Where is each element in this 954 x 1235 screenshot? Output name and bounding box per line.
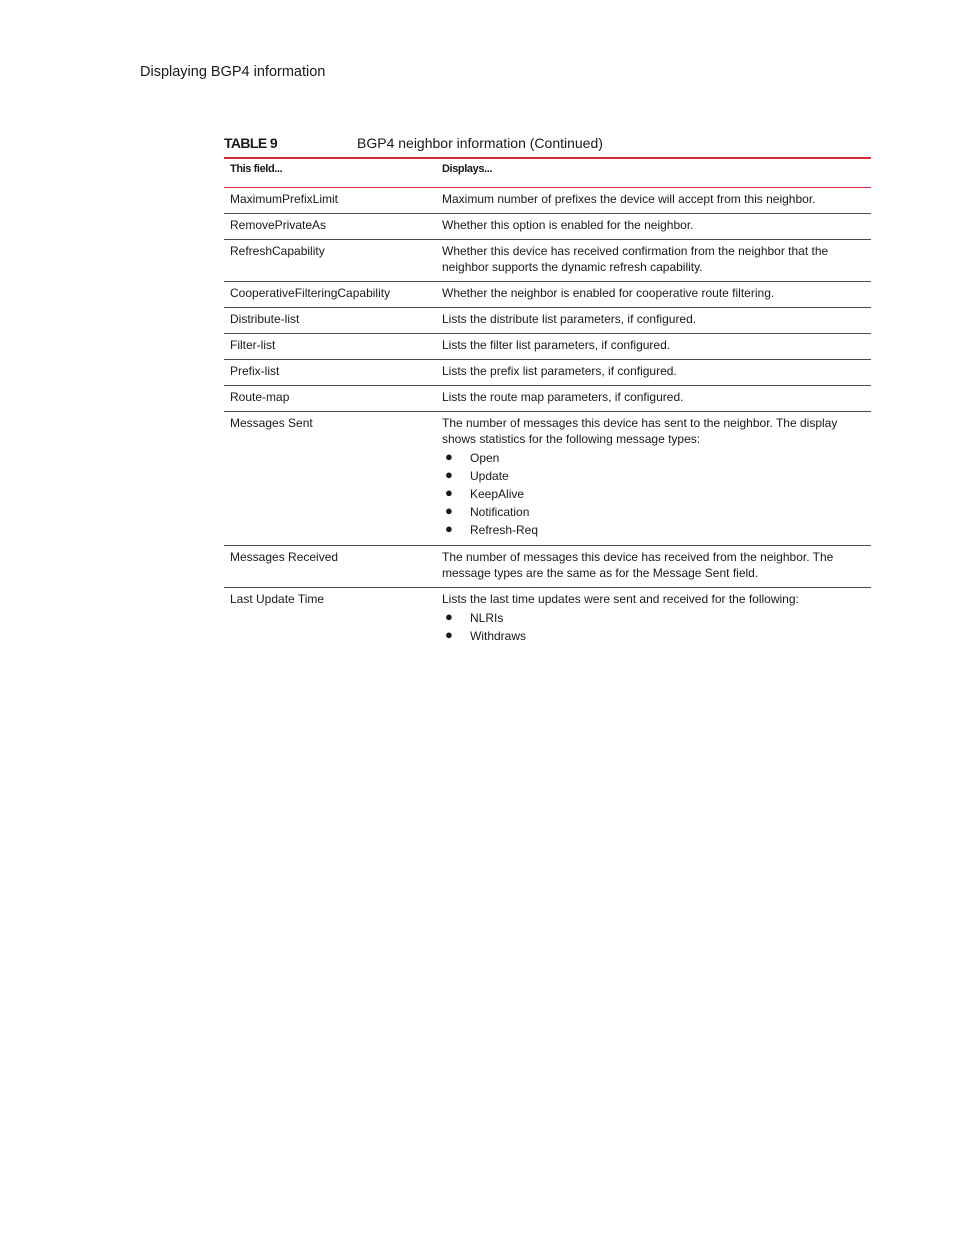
field-description-cell bbox=[436, 214, 871, 240]
table-row bbox=[224, 334, 871, 360]
bgp4-neighbor-table bbox=[224, 159, 871, 651]
column-header-displays: Displays... bbox=[436, 159, 871, 188]
table-body bbox=[224, 188, 871, 652]
bullet-dot-icon: ● bbox=[445, 449, 453, 464]
field-description: Lists the route map parameters, if configured. bbox=[442, 390, 684, 404]
field-name: Distribute-list bbox=[224, 308, 436, 334]
field-name: MaximumPrefixLimit bbox=[224, 188, 436, 214]
bullet-dot-icon: ● bbox=[445, 627, 453, 642]
table-row bbox=[224, 588, 871, 652]
field-description: The number of messages this device has received from the neighbor. The message types are the same as for the Message Sent field. bbox=[442, 550, 834, 580]
field-description-cell bbox=[436, 282, 871, 308]
field-name: RemovePrivateAs bbox=[224, 214, 436, 240]
bullet-text: Refresh-Req bbox=[470, 523, 539, 537]
table-number: TABLE 9 bbox=[224, 135, 278, 151]
bullet-item bbox=[442, 485, 865, 503]
field-description: Lists the last time updates were sent and received for the following: bbox=[442, 592, 799, 606]
bullet-item bbox=[442, 609, 865, 627]
bullet-item bbox=[442, 627, 865, 645]
field-description-cell bbox=[436, 546, 871, 588]
field-name: Messages Sent bbox=[224, 412, 436, 546]
bullet-text: Notification bbox=[470, 505, 530, 519]
bullet-list bbox=[442, 449, 865, 539]
bullet-list bbox=[442, 609, 865, 645]
field-description: Lists the filter list parameters, if configured. bbox=[442, 338, 671, 352]
table-header-row bbox=[224, 159, 871, 188]
field-description-cell bbox=[436, 188, 871, 214]
bullet-item bbox=[442, 521, 865, 539]
table-row bbox=[224, 412, 871, 546]
table-row bbox=[224, 282, 871, 308]
table-row bbox=[224, 188, 871, 214]
field-description: Lists the prefix list parameters, if configured. bbox=[442, 364, 677, 378]
bullet-item bbox=[442, 449, 865, 467]
table-row bbox=[224, 240, 871, 282]
field-description-cell bbox=[436, 360, 871, 386]
field-description-cell bbox=[436, 240, 871, 282]
bullet-text: Withdraws bbox=[470, 629, 527, 643]
table-row bbox=[224, 360, 871, 386]
field-name: Route-map bbox=[224, 386, 436, 412]
bullet-text: NLRIs bbox=[470, 611, 504, 625]
running-header: Displaying BGP4 information bbox=[140, 64, 326, 80]
bullet-dot-icon: ● bbox=[445, 485, 453, 500]
table-title: BGP4 neighbor information (Continued) bbox=[357, 135, 603, 151]
field-description-cell bbox=[436, 308, 871, 334]
bullet-dot-icon: ● bbox=[445, 521, 453, 536]
field-description: Whether this option is enabled for the neighbor. bbox=[442, 218, 694, 232]
field-description: Whether this device has received confirmation from the neighbor that the neighbor supports the dynamic refresh capability. bbox=[442, 244, 829, 274]
table-row bbox=[224, 214, 871, 240]
field-name: Filter-list bbox=[224, 334, 436, 360]
bullet-dot-icon: ● bbox=[445, 503, 453, 518]
field-name: CooperativeFilteringCapability bbox=[224, 282, 436, 308]
field-description: The number of messages this device has sent to the neighbor. The display shows statistics for the following message types: bbox=[442, 416, 838, 446]
bullet-dot-icon: ● bbox=[445, 609, 453, 624]
field-description: Maximum number of prefixes the device will accept from this neighbor. bbox=[442, 192, 816, 206]
bullet-item bbox=[442, 503, 865, 521]
field-name: RefreshCapability bbox=[224, 240, 436, 282]
field-name: Last Update Time bbox=[230, 592, 325, 606]
field-description: Whether the neighbor is enabled for cooperative route filtering. bbox=[442, 286, 775, 300]
bullet-text: Update bbox=[470, 469, 509, 483]
field-description-cell bbox=[436, 386, 871, 412]
bullet-item bbox=[442, 467, 865, 485]
bullet-text: KeepAlive bbox=[470, 487, 525, 501]
field-name: Messages Received bbox=[224, 546, 436, 588]
bullet-dot-icon: ● bbox=[445, 467, 453, 482]
field-description-cell bbox=[436, 412, 871, 546]
field-description-cell bbox=[436, 588, 871, 652]
field-name: Prefix-list bbox=[224, 360, 436, 386]
table-row bbox=[224, 386, 871, 412]
column-header-field: This field... bbox=[224, 159, 436, 188]
table-caption bbox=[224, 135, 871, 159]
table-row bbox=[224, 546, 871, 588]
field-description-cell bbox=[436, 334, 871, 360]
table-row bbox=[224, 308, 871, 334]
field-description: Lists the distribute list parameters, if configured. bbox=[442, 312, 697, 326]
bullet-text: Open bbox=[470, 451, 500, 465]
